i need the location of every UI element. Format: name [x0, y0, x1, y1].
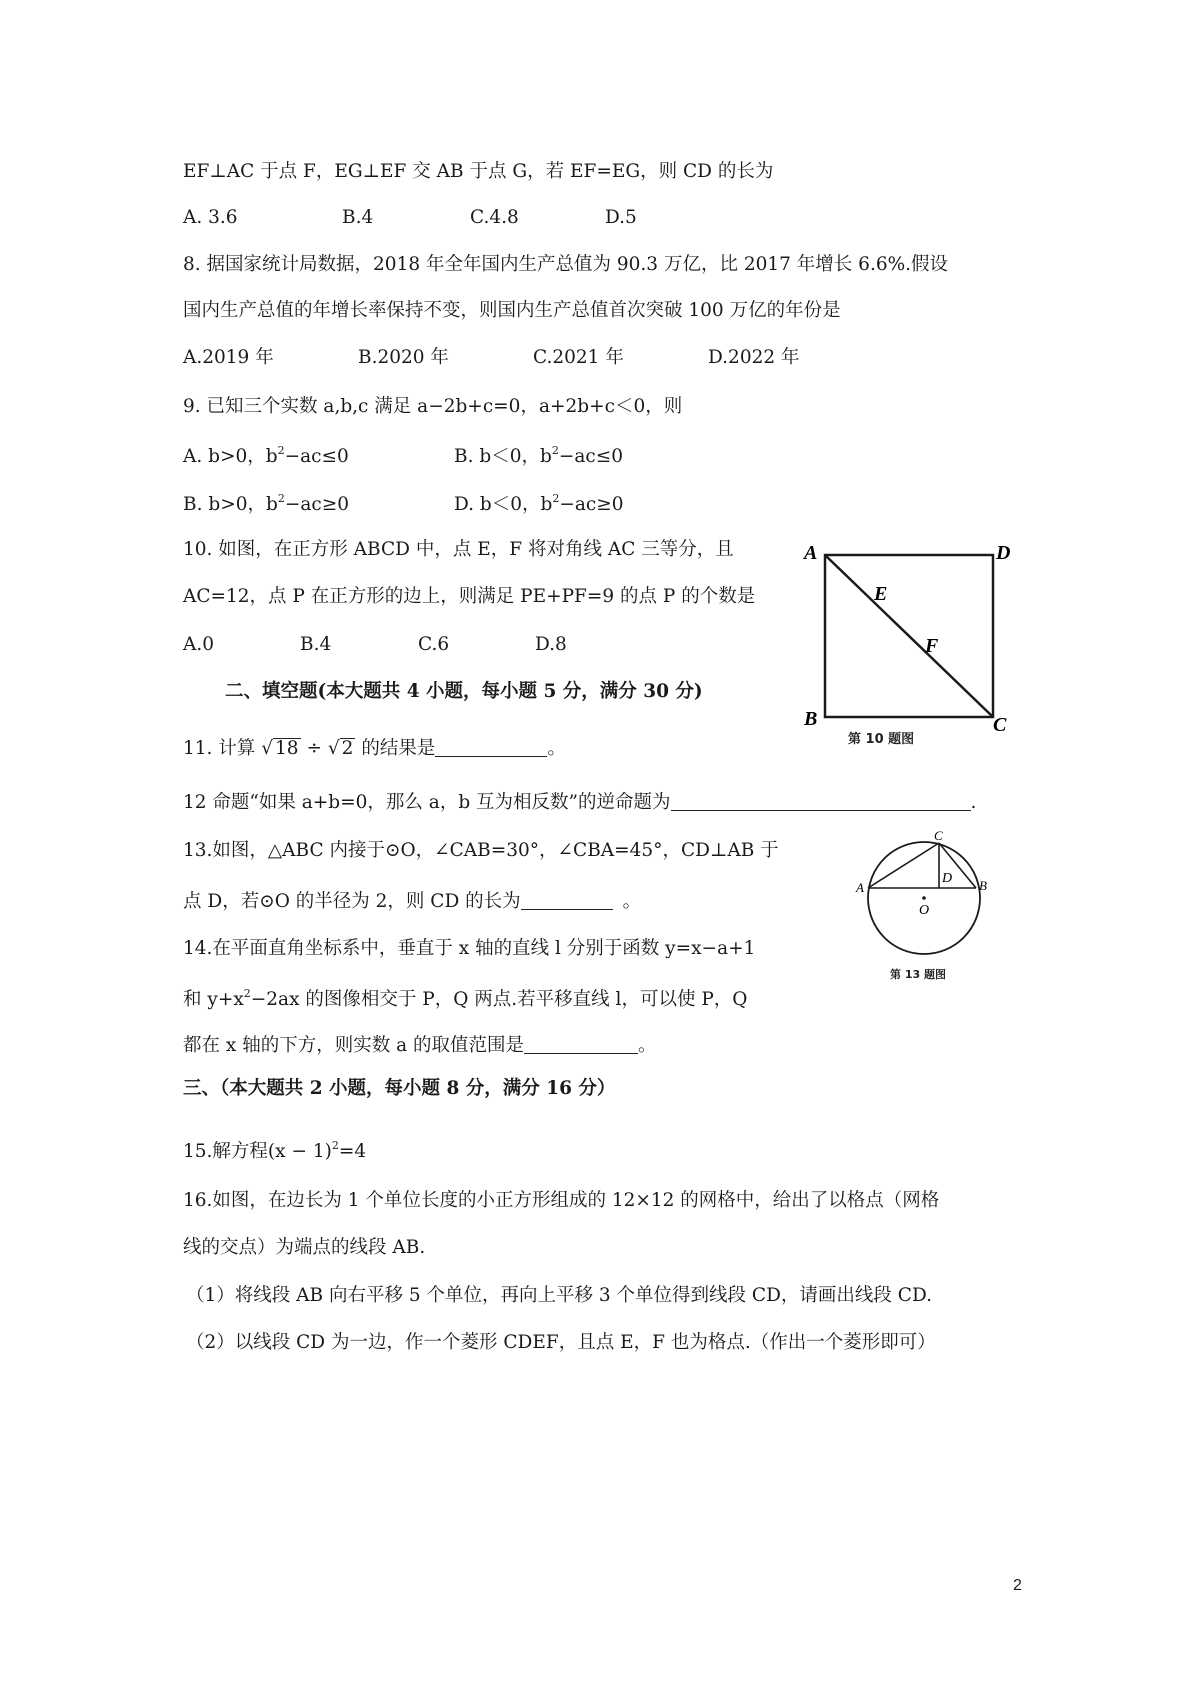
q10-option-c: C.6: [418, 634, 450, 655]
center-point: [922, 896, 926, 900]
answer-blank-12[interactable]: [671, 792, 971, 811]
label-d: D: [996, 542, 1011, 564]
label-b: B: [979, 878, 987, 893]
label-o: O: [919, 903, 930, 918]
q16-line-1: 16.如图，在边长为 1 个单位长度的小正方形组成的 12×12 的网格中，给出了以格点（网格: [183, 1190, 940, 1211]
q14-line-2: 和 $y+x^2-2ax$ 的图像相交于 P，Q 两点.若平移直线 l，可以使 P，Q: [183, 987, 748, 1010]
section-2-heading: 二、填空题(本大题共 4 小题，每小题 5 分，满分 30 分): [225, 681, 703, 702]
q7-stem-tail: EF⊥AC 于点 F，EG⊥EF 交 AB 于点 G，若 EF=EG，则 CD 的长为: [183, 161, 774, 182]
figure-10-square: [790, 535, 1020, 745]
q16-sub-2: （2）以线段 CD 为一边，作一个菱形 CDEF，且点 E，F 也为格点.（作出一个菱形即可）: [186, 1332, 936, 1353]
q7-option-a: A. 3.6: [183, 207, 238, 228]
q13-line-2: 点 D，若⊙O 的半径为 2，则 CD 的长为 。: [183, 891, 642, 912]
q9-stem: 9. 已知三个实数 a,b,c 满足 a−2b+c=0，a+2b+c＜0，则: [183, 396, 683, 417]
label-b: B: [804, 708, 818, 730]
q10-line-1: 10. 如图，在正方形 ABCD 中，点 E，F 将对角线 AC 三等分，且: [183, 539, 734, 560]
q14-line-1: 14.在平面直角坐标系中，垂直于 x 轴的直线 l 分别于函数 y=x−a+1: [183, 938, 756, 959]
q9-option-c: B. b>0，$b^2-ac\ge 0$: [183, 492, 349, 515]
section-3-heading: 三、（本大题共 2 小题，每小题 8 分，满分 16 分）: [183, 1078, 616, 1099]
sqrt-2: √ 2: [327, 738, 354, 759]
q15: 15.解方程$(x - 1)^2=4$: [183, 1139, 367, 1162]
q9-option-b: B. b＜0，$b^2-ac\le 0$: [454, 444, 623, 467]
q9-option-a: A. b>0，$b^2-ac\le 0$: [183, 444, 349, 467]
q16-sub-1: （1）将线段 AB 向右平移 5 个单位，再向上平移 3 个单位得到线段 CD，请画出线段 CD.: [186, 1285, 933, 1306]
q10-option-a: A.0: [183, 634, 215, 655]
q8-option-d: D.2022 年: [708, 347, 800, 368]
q8-option-c: C.2021 年: [533, 347, 624, 368]
q8-option-b: B.2020 年: [358, 347, 449, 368]
q10-option-b: B.4: [300, 634, 332, 655]
q16-line-2: 线的交点）为端点的线段 AB.: [183, 1237, 426, 1258]
q13-line-1: 13.如图，△ABC 内接于⊙O，∠CAB=30°，∠CBA=45°，CD⊥AB 于: [183, 840, 779, 861]
answer-blank-14[interactable]: [524, 1035, 638, 1054]
answer-blank-13[interactable]: [521, 891, 613, 910]
answer-blank-11[interactable]: [435, 738, 547, 757]
sqrt-18: √ 18: [261, 738, 299, 759]
label-c: C: [934, 830, 943, 843]
q7-option-b: B.4: [342, 207, 374, 228]
q8-line-1: 8. 据国家统计局数据，2018 年全年国内生产总值为 90.3 万亿，比 2017 年增长 6.6%.假设: [183, 254, 949, 275]
label-a: A: [804, 542, 818, 564]
q8-option-a: A.2019 年: [183, 347, 274, 368]
q12: 12 命题“如果 a+b=0，那么 a，b 互为相反数”的逆命题为 .: [183, 792, 977, 813]
diagonal-ac: [825, 555, 993, 717]
q7-option-d: D.5: [605, 207, 637, 228]
label-c: C: [993, 714, 1007, 736]
label-d: D: [942, 871, 953, 886]
page-number: 2: [1013, 1577, 1022, 1594]
label-e: E: [874, 583, 888, 605]
label-a: A: [856, 880, 864, 895]
q10-line-2: AC=12，点 P 在正方形的边上，则满足 PE+PF=9 的点 P 的个数是: [183, 586, 756, 607]
q7-option-c: C.4.8: [470, 207, 519, 228]
q8-line-2: 国内生产总值的年增长率保持不变，则国内生产总值首次突破 100 万亿的年份是: [183, 300, 841, 321]
q10-option-d: D.8: [535, 634, 567, 655]
figure-13-caption: 第 13 题图: [890, 968, 946, 981]
q9-option-d: D. b＜0，$b^2-ac\ge 0$: [454, 492, 624, 515]
figure-10-caption: 第 10 题图: [848, 732, 915, 747]
figure-13-circle: [845, 830, 995, 970]
q11: 11. 计算 √ 18 ÷ √ 2 的结果是 。: [183, 738, 566, 759]
label-f: F: [925, 635, 939, 657]
q14-line-3: 都在 x 轴的下方，则实数 a 的取值范围是 。: [183, 1035, 657, 1056]
